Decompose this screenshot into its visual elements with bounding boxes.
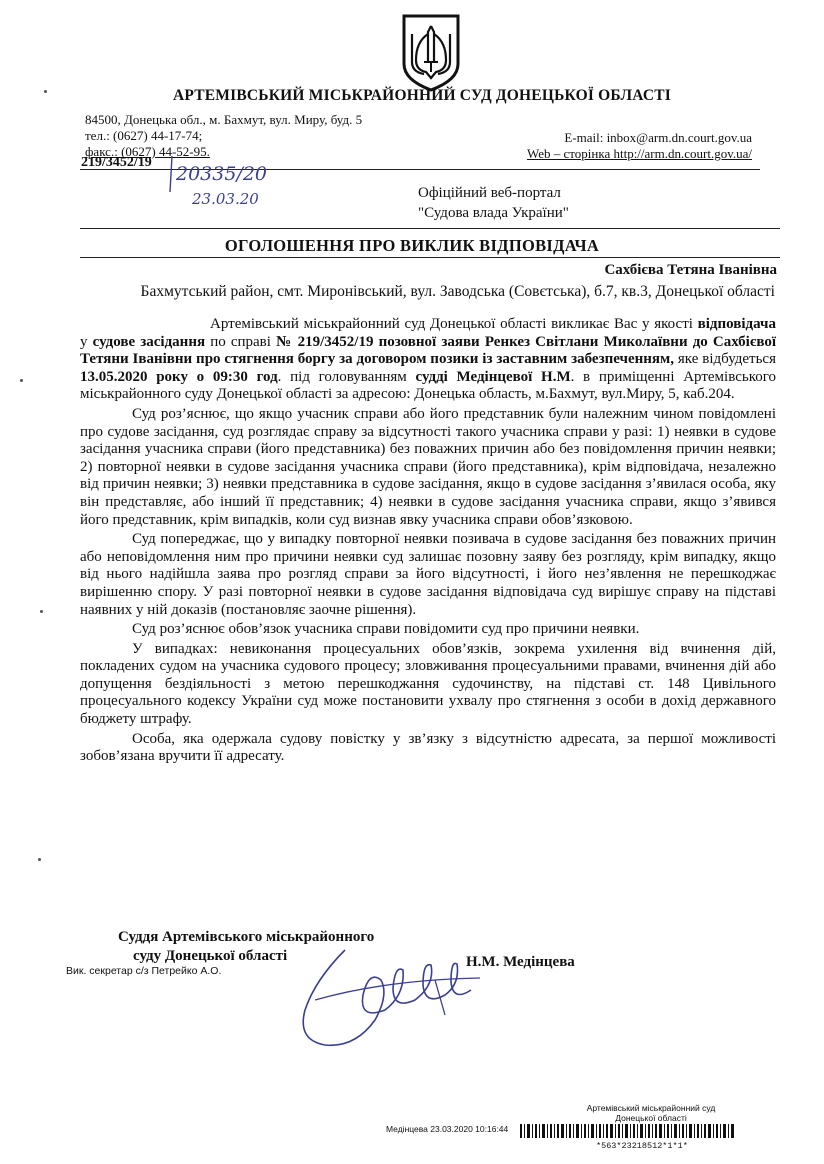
scan-speck xyxy=(38,858,41,861)
paragraph-delivery: Особа, яка одержала судову повістку у зв’язку з відсутністю адресата, за першої можливості зобов’язана вручити її адресату. xyxy=(80,730,776,765)
coat-of-arms-icon xyxy=(400,12,462,92)
notice-title: ОГОЛОШЕННЯ ПРО ВИКЛИК ВІДПОВІДАЧА xyxy=(224,236,600,255)
judge-title-line-2: суду Донецької області xyxy=(133,948,288,964)
scan-speck xyxy=(40,610,43,613)
handwritten-number: 20335/20 xyxy=(176,163,268,185)
e-signature-signer: Медінцева 23.03.2020 10:16:44 xyxy=(386,1124,509,1134)
judge-title-line-1: Суддя Артемівського міськрайонного xyxy=(118,929,375,945)
barcode-icon xyxy=(520,1124,735,1138)
scan-speck xyxy=(20,379,23,382)
judge-name: Н.М. Медінцева xyxy=(466,954,575,970)
barcode-code: *563*23218512*1*1* xyxy=(596,1141,688,1151)
e-signature-court xyxy=(566,1103,736,1123)
paragraph-absence-rules: Суд роз’яснює, що якщо учасник справи або його представник були належним чином повідомлені про судове засідання, суд розглядає справу за відсутності такого учасника справи у разі: 1) неявки в судове засідання учасника справи (його представника) без поважних причин або без повідомлення причин неявки; 2) повторної неявки в судове засідання учасника справи (його представника), крім відповідача, незалежно від причин неявки; 3) неявки представника в судове засідання, якщо в судове засідання з’явилася особа, яку він представляє, або інший її представник; 4) неявки в судове засідання учасника справи, якщо з’явився його представник, крім випадків, коли суд визнав явку учасника справи обов’язковою. xyxy=(80,405,776,528)
paragraph-warning: Суд попереджає, що у випадку повторної неявки позивача в судове засідання без поважних причин або неповідомлення ним про причини неявки суд залишає позовну заяву без розгляду, крім випадку, якщо від нього надійшла заява про розгляд справи за його відсутності, і його нез’явлення не перешкоджає вирішенню спору. У разі повторної неявки в судове засідання відповідача суд вирішує справу на підставі наявних у ній доказів (постановляє заочне рішення). xyxy=(80,531,776,618)
paragraph-summons: Артемівський міськрайонний суд Донецької області викликає Вас у якості відповідача у судове засідання по справі № 219/3452/19 позовної заяви Ренкез Світлани Миколаївни до Сахбієвої Тетяни Іванівни про стягнення боргу за договором позики із заставним забезпеченням, яке відбудеться 13.05.2020 року о 09:30 год. під головуванням судді Медінцевої Н.М. в приміщенні Артемівського міськрайонного суду Донецької області за адресою: Донецька область, м.Бахмут, вул.Миру, 5, каб.204. xyxy=(80,316,776,403)
court-website: Web – сторінка http://arm.dn.court.gov.ua/ xyxy=(526,146,752,161)
recipient-block xyxy=(418,183,569,223)
handwritten-date: 23.03.20 xyxy=(192,190,259,208)
title-divider-top xyxy=(80,228,780,229)
court-fax: факс.: (0627) 44-52-95. xyxy=(85,144,210,159)
court-title: АРТЕМІВСЬКИЙ МІСЬКРАЙОННИЙ СУД ДОНЕЦЬКОЇ ОБЛАСТІ xyxy=(172,87,672,104)
recipient-line-1: Офіційний веб-портал xyxy=(418,185,561,201)
respondent-address: Бахмутський район, смт. Миронівський, вул. Заводська (Совєтська), б.7, кв.3, Донецької області xyxy=(140,283,775,300)
court-contacts xyxy=(527,130,752,162)
stamp-court-line-2: Донецької області xyxy=(615,1113,687,1123)
court-phone: тел.: (0627) 44-17-74; xyxy=(85,128,203,143)
stamp-court-line-1: Артемівський міськрайонний суд xyxy=(586,1103,716,1113)
court-address: 84500, Донецька обл., м. Бахмут, вул. Миру, буд. 5 xyxy=(85,112,363,127)
notice-body xyxy=(80,316,776,768)
court-email: E-mail: inbox@arm.dn.court.gov.ua xyxy=(564,130,752,145)
paragraph-fine: У випадках: невиконання процесуальних обов’язків, зокрема ухилення від вчинення дій, покладених судом на учасника судового процесу; зловживання процесуальними правами, вчинення дій або допущення бездіяльності з метою перешкоджання судочинству, на підставі ст. 148 Цивільного процесуального кодексу України суд може постановити ухвалу про стягнення з особи в дохід державного бюджету штрафу. xyxy=(80,640,776,728)
recipient-line-2: "Судова влада України" xyxy=(418,205,569,221)
respondent-name: Сахбієва Тетяна Іванівна xyxy=(604,262,777,278)
scan-speck xyxy=(44,90,47,93)
paragraph-notify-duty: Суд роз’яснює обов’язок учасника справи повідомити суд про причини неявки. xyxy=(132,621,640,638)
title-divider-bottom xyxy=(80,257,780,258)
case-number: 219/3452/19 xyxy=(81,155,152,170)
secretary-note: Вик. секретар с/з Петрейко А.О. xyxy=(66,965,222,977)
judge-signature xyxy=(285,940,485,1050)
handwritten-registration xyxy=(168,152,288,212)
